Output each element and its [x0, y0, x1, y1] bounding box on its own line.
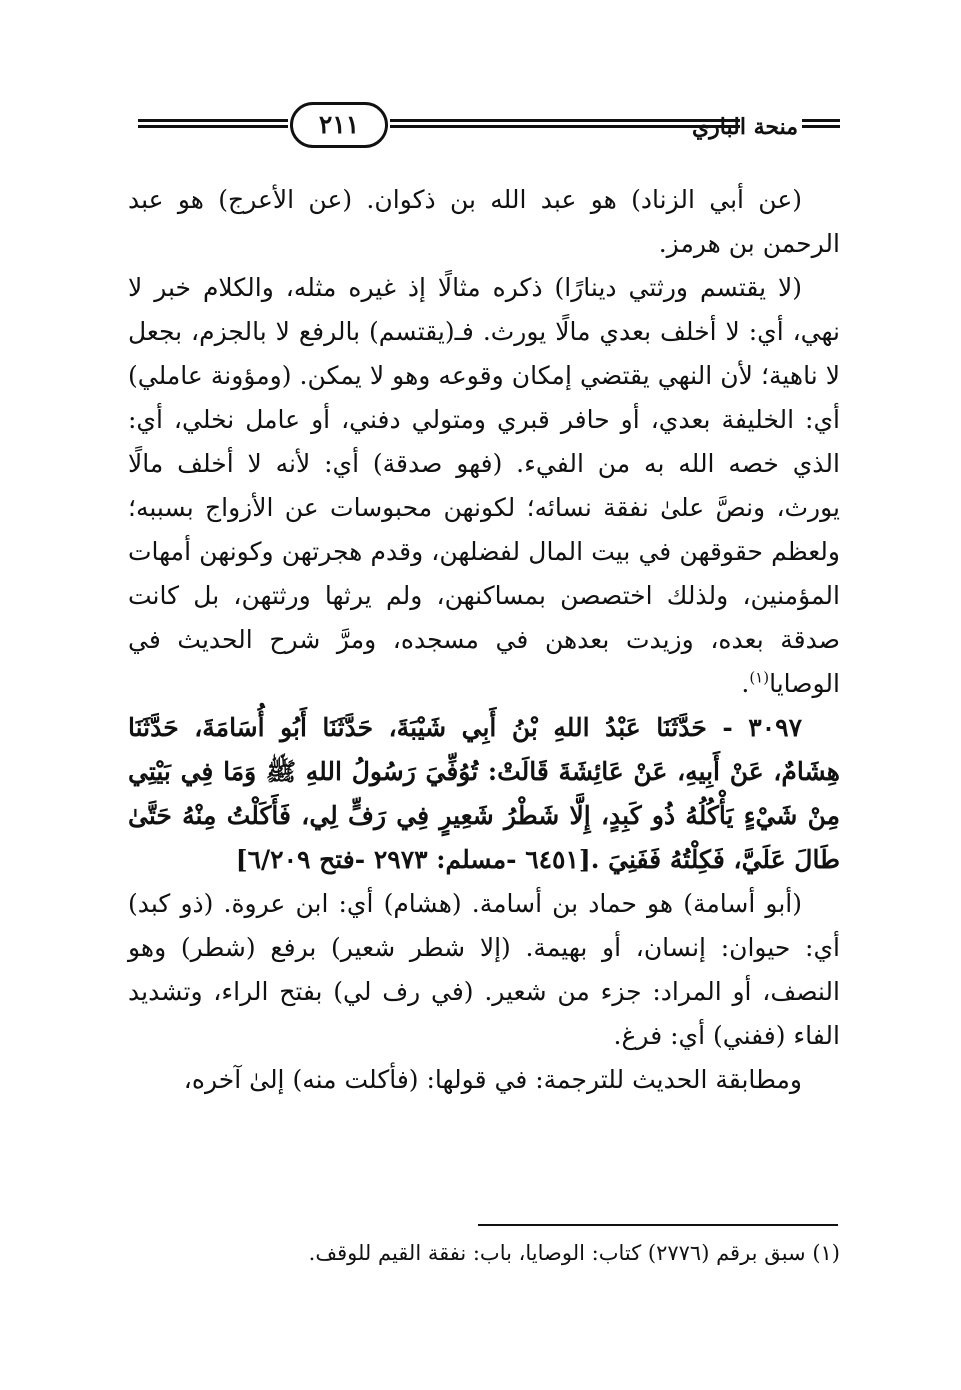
page-number: ٢١١ [290, 102, 388, 148]
paragraph-2-period: . [741, 669, 750, 698]
page-header [130, 92, 840, 162]
header-rule-right [802, 119, 840, 128]
paragraph-1: (عن أبي الزناد) هو عبد الله بن ذكوان. (عن الأعرج) هو عبد الرحمن بن هرمز. [128, 185, 840, 258]
page-body [128, 178, 840, 1102]
footnote: (١) سبق برقم (٢٧٧٦) كتاب: الوصايا، باب: نفقة القيم للوقف. [308, 1241, 840, 1265]
paragraph-4: (أبو أسامة) هو حماد بن أسامة. (هشام) أي: ابن عروة. (ذو كبد) أي: حيوان: إنسان، أو بهيمة. (إلا شطر شعير) برفع (شطر) وهو النصف، أو المراد: جزء من شعير. (في رف لي) بفتح الراء، وتشديد الفاء (ففني) أي: فرغ. [128, 889, 840, 1050]
hadith-text: ٣٠٩٧ - حَدَّثَنَا عَبْدُ اللهِ بْنُ أَبِي شَيْبَةَ، حَدَّثَنَا أَبُو أُسَامَةَ، حَدَّثَنَا هِشَامٌ، عَنْ أَبِيهِ، عَنْ عَائِشَةَ قَالَتْ: تُوُفِّيَ رَسُولُ اللهِ ﷺ وَمَا فِي بَيْتِي مِنْ شَيْءٍ يَأْكُلُهُ ذُو كَبِدٍ، إِلَّا شَطْرُ شَعِيرٍ فِي رَفٍّ لِي، فَأَكَلْتُ مِنْهُ حَتَّىٰ طَالَ عَلَيَّ، فَكِلْتُهُ فَفَنِيَ .[٦٤٥١ -مسلم: ٢٩٧٣ -فتح ٦/٢٠٩] [128, 713, 840, 874]
paragraph-2 [128, 266, 840, 706]
paragraph-2-text: (لا يقتسم ورثتي دينارًا) ذكره مثالًا إذ غيره مثله، والكلام خبر لا نهي، أي: لا أخلف بعدي مالًا يورث. فـ(يقتسم) بالرفع لا بالجزم، بجعل لا ناهية؛ لأن النهي يقتضي إمكان وقوعه وهو لا يمكن. (ومؤونة عاملي) أي: الخليفة بعدي، أو حافر قبري ومتولي دفني، أو عامل نخلي، أي: الذي خصه الله به من الفيء. (فهو صدقة) أي: لأنه لا أخلف مالًا يورث، ونصَّ علىٰ نفقة نسائه؛ لكونهن محبوسات عن الأزواج بسببه؛ ولعظم حقوقهن في بيت المال لفضلهن، وقدم هجرتهن وكونهن أمهات المؤمنين، ولذلك اختصصن بمساكنهن، ولم يرثها ورثتهن، بل كانت صدقة بعده، وزيدت بعدهن في مسجده، ومرَّ شرح الحديث في الوصايا [128, 273, 840, 698]
header-rule-left [138, 119, 288, 128]
footnote-divider [478, 1224, 838, 1226]
footnote-marker: (١) [749, 668, 770, 687]
paragraph-5: ومطابقة الحديث للترجمة: في قولها: (فأكلت منه) إلىٰ آخره، [183, 1065, 802, 1094]
header-rule-middle [390, 119, 740, 128]
running-title: منحة الباري [691, 114, 799, 140]
